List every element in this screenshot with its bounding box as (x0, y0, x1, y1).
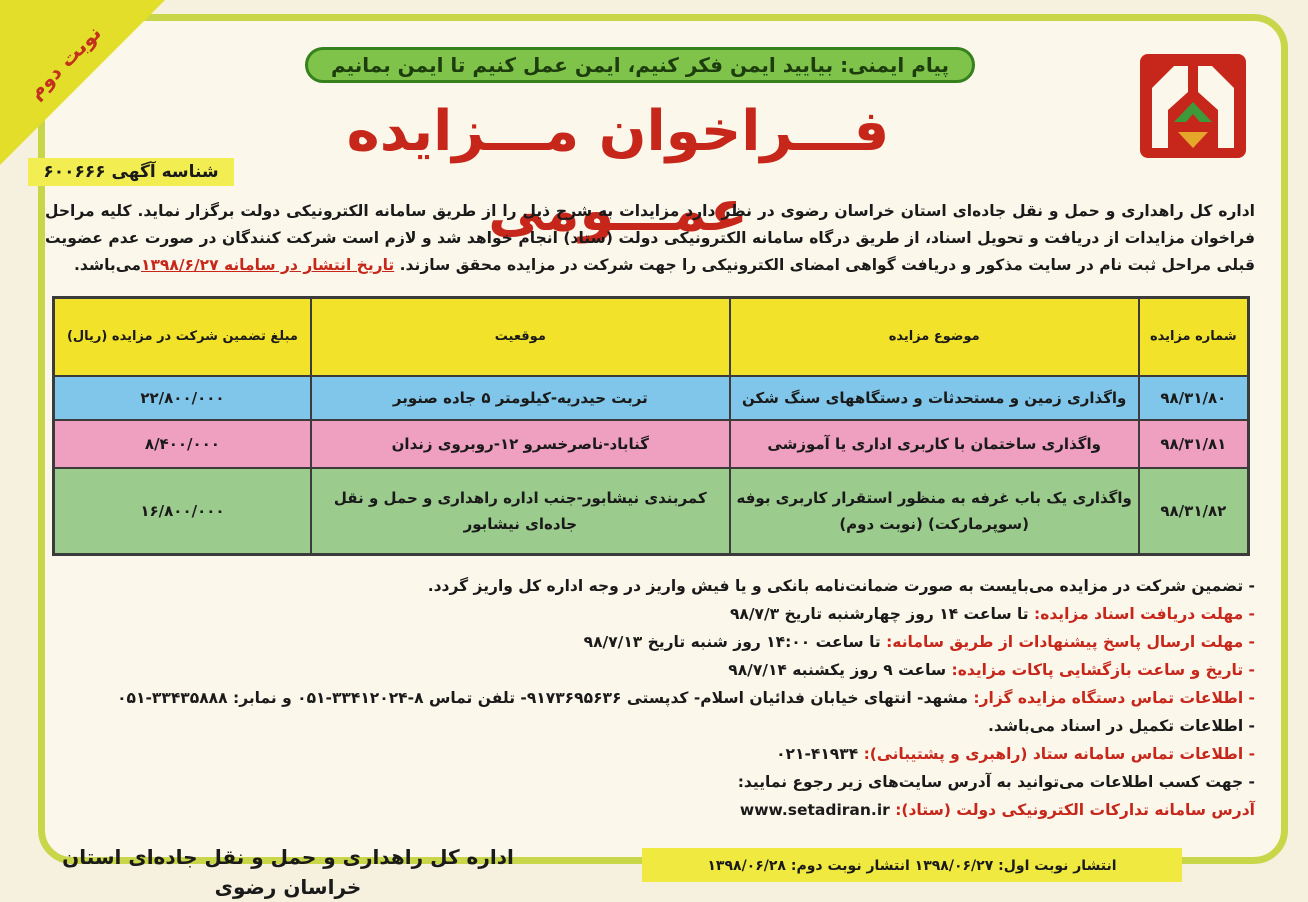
cell-location: تربت حیدریه-کیلومتر ۵ جاده صنوبر (311, 376, 730, 420)
cell-deposit: ۱۶/۸۰۰/۰۰۰ (54, 468, 311, 555)
note-text: ساعت ۹ روز یکشنبه ۹۸/۷/۱۴ (728, 661, 952, 679)
intro-paragraph (45, 198, 1255, 279)
safety-slogan-banner: پیام ایمنی: بیایید ایمن فکر کنیم، ایمن عمل کنیم تا ایمن بمانیم (305, 47, 975, 83)
note-text: ۴۱۹۳۴-۰۲۱ (776, 745, 864, 763)
table-row (54, 468, 1249, 555)
auction-table (52, 296, 1250, 556)
corner-ribbon (0, 0, 165, 165)
cell-number: ۹۸/۳۱/۸۲ (1139, 468, 1249, 555)
cell-number: ۹۸/۳۱/۸۱ (1139, 420, 1249, 468)
note-label: آدرس سامانه تدارکات الکترونیکی دولت (ستاد): (895, 801, 1255, 819)
note-item (45, 628, 1255, 656)
cell-number: ۹۸/۳۱/۸۰ (1139, 376, 1249, 420)
note-item (45, 740, 1255, 768)
cell-deposit: ۲۲/۸۰۰/۰۰۰ (54, 376, 311, 420)
cell-subject: واگذاری ساختمان با کاربری اداری یا آموزشی (730, 420, 1139, 468)
cell-subject: واگذاری یک باب غرفه به منظور استقرار کاربری بوفه (سوپرمارکت) (نوبت دوم) (730, 468, 1139, 555)
notes-list (45, 572, 1255, 824)
note-text: - جهت کسب اطلاعات می‌توانید به آدرس سایت‌های زیر رجوع نمایید: (737, 773, 1255, 791)
organization-name: اداره کل راهداری و حمل و نقل جاده‌ای استان خراسان رضوی (62, 845, 514, 899)
setad-website-link[interactable]: www.setadiran.ir (739, 801, 896, 819)
cell-subject: واگذاری زمین و مستحدثات و دستگاههای سنگ شکن (730, 376, 1139, 420)
note-item (45, 600, 1255, 628)
publish-date: تاریخ انتشار در سامانه ۱۳۹۸/۶/۲۷ (141, 256, 395, 274)
note-text: - تضمین شرکت در مزایده می‌بایست به صورت ضمانت‌نامه بانکی و یا فیش واریز در وجه اداره کل واریز گردد. (427, 577, 1255, 595)
organization-logo-icon (1138, 52, 1248, 160)
cell-location: گناباد-ناصرخسرو ۱۲-روبروی زندان (311, 420, 730, 468)
header-subject: موضوع مزایده (730, 298, 1139, 377)
note-text: - اطلاعات تکمیل در اسناد می‌باشد. (987, 717, 1255, 735)
note-label: - مهلت دریافت اسناد مزایده: (1034, 605, 1255, 623)
header-number: شماره مزایده (1139, 298, 1249, 377)
note-label: - تاریخ و ساعت بازگشایی پاکات مزایده: (951, 661, 1255, 679)
note-item (45, 684, 1255, 712)
table-row (54, 420, 1249, 468)
cell-location: کمربندی نیشابور-جنب اداره راهداری و حمل و نقل جاده‌ای نیشابور (311, 468, 730, 555)
note-item (45, 656, 1255, 684)
ad-id-badge: شناسه آگهی ۶۰۰۶۶۶ (28, 158, 234, 186)
note-item (45, 796, 1255, 824)
note-item (45, 572, 1255, 600)
note-text: مشهد- انتهای خیابان فدائیان اسلام- کدپستی ۹۱۷۳۶۹۵۶۳۶- تلفن تماس ۸-۳۳۴۱۲۰۲۴-۰۵۱ و نمابر: ۳۳۴۳۵۸۸۸-۰۵۱ (117, 689, 974, 707)
note-text: تا ساعت ۱۴ روز چهارشنبه تاریخ ۹۸/۷/۳ (729, 605, 1034, 623)
table-row (54, 376, 1249, 420)
corner-label: نوبت دوم (23, 20, 106, 104)
page-title: فـــراخوان مـــزایده عمـــومی (346, 99, 890, 244)
intro-suffix: می‌باشد. (73, 256, 141, 274)
header-deposit: مبلغ تضمین شرکت در مزایده (ریال) (54, 298, 311, 377)
intro-text: اداره کل راهداری و حمل و نقل جاده‌ای استان خراسان رضوی در نظر دارد مزایدات به شرح ذیل را از طریق سامانه الکترونیکی دولت برگزار نماید. کلیه مراحل فراخوان مزایدات از دریافت و تحویل اسناد، از طریق درگاه سامانه الکترونیکی دولت (ستاد) انجام خواهد شد و لازم است شرکت کنندگان در صورت عدم عضویت قبلی مراحل ثبت نام در سایت مذکور و دریافت گواهی امضای الکترونیکی را جهت شرکت در مزایده محقق سازند. (45, 202, 1255, 274)
header-location: موقعیت (311, 298, 730, 377)
publication-dates: انتشار نوبت اول: ۱۳۹۸/۰۶/۲۷ انتشار نوبت دوم: ۱۳۹۸/۰۶/۲۸ (642, 848, 1182, 882)
note-label: - اطلاعات تماس سامانه ستاد (راهبری و پشتیبانی): (863, 745, 1255, 763)
cell-deposit: ۸/۴۰۰/۰۰۰ (54, 420, 311, 468)
note-item (45, 712, 1255, 740)
note-label: - اطلاعات تماس دستگاه مزایده گزار: (973, 689, 1255, 707)
note-label: - مهلت ارسال پاسخ پیشنهادات از طریق سامانه: (886, 633, 1255, 651)
note-item (45, 768, 1255, 796)
note-text: تا ساعت ۱۴:۰۰ روز شنبه تاریخ ۹۸/۷/۱۳ (583, 633, 887, 651)
table-header-row (54, 298, 1249, 377)
